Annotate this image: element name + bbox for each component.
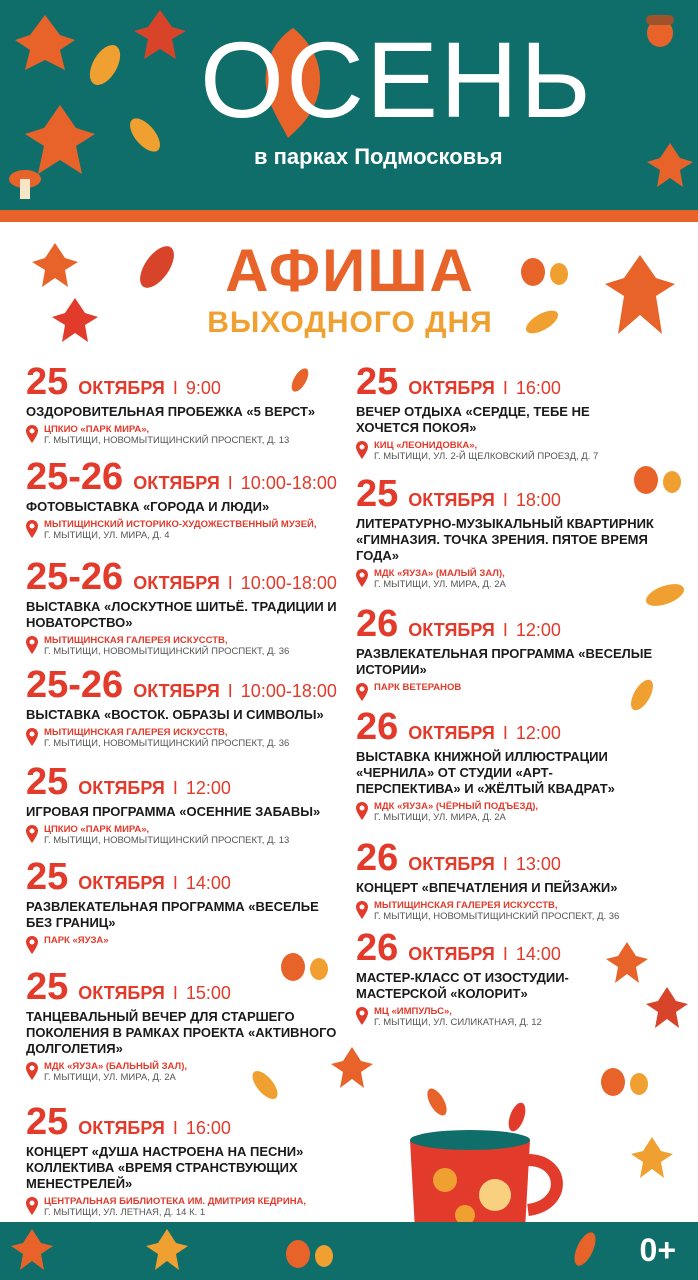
event-item (356, 707, 656, 823)
event-item (26, 457, 337, 541)
event-address: Г. МЫТИЩИ, УЛ. 2-Й ЩЕЛКОВСКИЙ ПРОЕЗД, Д. 7 (374, 451, 599, 462)
event-address: Г. МЫТИЩИ, УЛ. МИРА, Д. 2А (44, 1072, 176, 1083)
event-time: 9:00 (185, 378, 221, 398)
event-title: ВЫСТАВКА «ЛОСКУТНОЕ ШИТЬЁ. ТРАДИЦИИ И НОВАТОРСТВО» (26, 599, 337, 630)
header-banner (0, 0, 698, 210)
leaf-icon (565, 1227, 605, 1272)
event-day: 25-26 (26, 664, 124, 706)
leaf-icon (600, 250, 680, 340)
event-time: 12:00 (515, 723, 561, 743)
location-pin-icon (356, 802, 368, 820)
event-day: 25-26 (26, 456, 124, 498)
event-location (356, 568, 656, 590)
event-item (26, 557, 341, 657)
event-day: 25 (26, 361, 69, 403)
event-title: ВЫСТАВКА «ВОСТОК. ОБРАЗЫ И СИМВОЛЫ» (26, 707, 324, 722)
event-venue: МЫТИЩИНСКАЯ ГАЛЕРЕЯ ИСКУССТВ, (374, 900, 558, 911)
event-item (26, 857, 341, 954)
event-month: ОКТЯБРЯ (408, 854, 495, 874)
leaf-icon (630, 1135, 675, 1180)
mushroom-icon (5, 165, 45, 205)
leaf-icon (80, 40, 130, 90)
poster-title: АФИША (225, 237, 475, 304)
event-item (26, 762, 320, 846)
event-address: Г. МЫТИЩИ, УЛ. ЛЕТНАЯ, Д. 14 К. 1 (44, 1207, 206, 1218)
header-divider (0, 210, 698, 222)
event-date (356, 838, 619, 878)
separator: I (502, 944, 508, 964)
event-location (356, 900, 619, 922)
event-date (26, 457, 337, 497)
brand-word: ОСЕНЬ (200, 19, 593, 140)
separator: I (227, 473, 233, 493)
location-pin-icon (356, 1007, 368, 1025)
event-month: ОКТЯБРЯ (78, 1118, 165, 1138)
event-time: 14:00 (515, 944, 561, 964)
event-month: ОКТЯБРЯ (408, 944, 495, 964)
event-title: МАСТЕР-КЛАСС ОТ ИЗОСТУДИИ-МАСТЕРСКОЙ «КОЛОРИТ» (356, 970, 569, 1001)
event-title: ЛИТЕРАТУРНО-МУЗЫКАЛЬНЫЙ КВАРТИРНИК «ГИМНАЗИЯ. ТОЧКА ЗРЕНИЯ. ПЯТОЕ ВРЕМЯ ГОДА» (356, 516, 654, 563)
event-location (26, 424, 315, 446)
event-time: 16:00 (515, 378, 561, 398)
event-date (26, 362, 315, 402)
leaf-icon (10, 1227, 55, 1272)
event-date (26, 557, 341, 597)
leaf-icon (30, 240, 80, 290)
event-title: РАЗВЛЕКАТЕЛЬНАЯ ПРОГРАММА «ВЕСЕЛЫЕ ИСТОРИИ» (356, 646, 653, 677)
event-address: Г. МЫТИЩИ, НОВОМЫТИЩИНСКИЙ ПРОСПЕКТ, Д. 13 (44, 435, 290, 446)
event-address: Г. МЫТИЩИ, НОВОМЫТИЩИНСКИЙ ПРОСПЕКТ, Д. 36 (374, 911, 620, 922)
separator: I (227, 681, 233, 701)
separator: I (172, 378, 178, 398)
event-location (26, 727, 337, 749)
leaf-icon (130, 240, 185, 295)
event-time: 12:00 (185, 778, 231, 798)
event-day: 25 (356, 361, 399, 403)
event-venue: ЦПКИО «ПАРК МИРА», (44, 424, 150, 435)
event-location (26, 1196, 341, 1218)
location-pin-icon (26, 425, 38, 443)
acorn-icon (595, 1060, 655, 1100)
location-pin-icon (26, 520, 38, 538)
brand-logo (200, 20, 670, 150)
location-pin-icon (356, 441, 368, 459)
event-month: ОКТЯБРЯ (408, 723, 495, 743)
acorn-icon (515, 250, 575, 290)
event-item (356, 362, 656, 462)
event-address: Г. МЫТИЩИ, УЛ. СИЛИКАТНАЯ, Д. 12 (374, 1017, 542, 1028)
leaf-icon (622, 675, 662, 715)
separator: I (172, 983, 178, 1003)
event-location (356, 440, 656, 462)
leaf-icon (640, 575, 690, 615)
event-address: Г. МЫТИЩИ, НОВОМЫТИЩИНСКИЙ ПРОСПЕКТ, Д. 36 (44, 738, 290, 749)
event-venue: МДК «ЯУЗА» (БАЛЬНЫЙ ЗАЛ), (44, 1061, 188, 1072)
event-month: ОКТЯБРЯ (408, 490, 495, 510)
event-item (356, 604, 656, 701)
leaf-icon (120, 110, 170, 160)
event-location (26, 519, 337, 541)
brand-subtitle: в парках Подмосковья (254, 144, 503, 169)
event-time: 10:00-18:00 (240, 573, 337, 593)
location-pin-icon (26, 1197, 38, 1215)
leaf-icon (330, 1045, 375, 1090)
event-title: ВЫСТАВКА КНИЖНОЙ ИЛЛЮСТРАЦИИ «ЧЕРНИЛА» ОТ СТУДИИ «АРТ-ПЕРСПЕКТИВА» И «ЖЁЛТЫЙ КВАДРАТ» (356, 749, 615, 796)
separator: I (227, 573, 233, 593)
event-venue: МДК «ЯУЗА» (ЧЁРНЫЙ ПОДЪЕЗД), (374, 801, 539, 812)
event-venue: МЫТИЩИНСКИЙ ИСТОРИКО-ХУДОЖЕСТВЕННЫЙ МУЗЕЙ, (44, 519, 317, 530)
event-location (26, 635, 341, 657)
mug-icon (400, 1120, 570, 1230)
event-location (26, 824, 320, 846)
event-day: 25-26 (26, 556, 124, 598)
event-item (26, 665, 337, 749)
leaf-icon (50, 295, 100, 345)
event-time: 14:00 (185, 873, 231, 893)
event-day: 25 (26, 966, 69, 1008)
separator: I (172, 1118, 178, 1138)
event-title: ВЕЧЕР ОТДЫХА «СЕРДЦЕ, ТЕБЕ НЕ ХОЧЕТСЯ ПОКОЯ» (356, 404, 590, 435)
event-title: ИГРОВАЯ ПРОГРАММА «ОСЕННИЕ ЗАБАВЫ» (26, 804, 321, 819)
leaf-icon (605, 940, 650, 985)
event-day: 25 (26, 856, 69, 898)
event-date (26, 762, 320, 802)
event-venue: КИЦ «ЛЕОНИДОВКА», (374, 440, 478, 451)
event-month: ОКТЯБРЯ (133, 573, 220, 593)
event-venue: МЦ «ИМПУЛЬС», (374, 1006, 452, 1017)
event-date (356, 707, 656, 747)
event-day: 26 (356, 603, 399, 645)
event-time: 12:00 (515, 620, 561, 640)
event-time: 16:00 (185, 1118, 231, 1138)
event-month: ОКТЯБРЯ (408, 378, 495, 398)
leaf-icon (645, 985, 690, 1030)
event-venue: ЦПКИО «ПАРК МИРА», (44, 824, 150, 835)
leaf-icon (145, 1227, 190, 1272)
event-date (26, 1102, 341, 1142)
acorn-icon (280, 1232, 340, 1272)
acorn-icon (628, 458, 688, 498)
event-item (356, 474, 656, 590)
separator: I (502, 854, 508, 874)
event-date (356, 604, 656, 644)
event-venue: ЦЕНТРАЛЬНАЯ БИБЛИОТЕКА ИМ. ДМИТРИЯ КЕДРИНА, (44, 1196, 307, 1207)
footer-bar (0, 1222, 698, 1280)
event-address: Г. МЫТИЩИ, УЛ. МИРА, Д. 2А (374, 812, 506, 823)
leaf-icon (285, 365, 315, 395)
event-title: ФОТОВЫСТАВКА «ГОРОДА И ЛЮДИ» (26, 499, 270, 514)
leaf-icon (520, 305, 565, 340)
leaf-icon (10, 10, 80, 80)
event-date (26, 665, 337, 705)
event-venue: МЫТИЩИНСКАЯ ГАЛЕРЕЯ ИСКУССТВ, (44, 635, 228, 646)
event-date (26, 857, 341, 897)
poster-subtitle: ВЫХОДНОГО ДНЯ (207, 306, 493, 339)
event-title: ОЗДОРОВИТЕЛЬНАЯ ПРОБЕЖКА «5 ВЕРСТ» (26, 404, 316, 419)
separator: I (502, 620, 508, 640)
event-day: 26 (356, 927, 399, 969)
event-day: 25 (26, 761, 69, 803)
event-month: ОКТЯБРЯ (133, 473, 220, 493)
location-pin-icon (26, 636, 38, 654)
event-month: ОКТЯБРЯ (408, 620, 495, 640)
separator: I (502, 723, 508, 743)
event-address: Г. МЫТИЩИ, НОВОМЫТИЩИНСКИЙ ПРОСПЕКТ, Д. 13 (44, 835, 290, 846)
event-location (356, 682, 656, 701)
event-day: 26 (356, 706, 399, 748)
leaf-icon (130, 5, 190, 65)
event-month: ОКТЯБРЯ (78, 983, 165, 1003)
event-time: 10:00-18:00 (240, 473, 337, 493)
leaf-icon (420, 1085, 455, 1120)
event-item (26, 1102, 341, 1218)
acorn-icon (275, 945, 335, 985)
location-pin-icon (26, 936, 38, 954)
event-item (26, 362, 315, 446)
event-location (356, 1006, 656, 1028)
event-venue: ПАРК «ЯУЗА» (44, 935, 109, 946)
event-address: Г. МЫТИЩИ, УЛ. МИРА, Д. 4 (44, 530, 170, 541)
event-day: 25 (356, 473, 399, 515)
location-pin-icon (356, 569, 368, 587)
event-month: ОКТЯБРЯ (78, 873, 165, 893)
event-venue: МДК «ЯУЗА» (МАЛЫЙ ЗАЛ), (374, 568, 505, 579)
event-day: 25 (26, 1101, 69, 1143)
event-title: РАЗВЛЕКАТЕЛЬНАЯ ПРОГРАММА «ВЕСЕЛЬЕ БЕЗ ГРАНИЦ» (26, 899, 319, 930)
event-address: Г. МЫТИЩИ, НОВОМЫТИЩИНСКИЙ ПРОСПЕКТ, Д. 36 (44, 646, 290, 657)
event-month: ОКТЯБРЯ (133, 681, 220, 701)
event-title: ТАНЦЕВАЛЬНЫЙ ВЕЧЕР ДЛЯ СТАРШЕГО ПОКОЛЕНИЯ В РАМКАХ ПРОЕКТА «АКТИВНОГО ДОЛГОЛЕТИЯ» (26, 1009, 337, 1056)
separator: I (172, 873, 178, 893)
event-day: 26 (356, 837, 399, 879)
event-time: 10:00-18:00 (240, 681, 337, 701)
location-pin-icon (356, 901, 368, 919)
event-month: ОКТЯБРЯ (78, 378, 165, 398)
location-pin-icon (26, 1062, 38, 1080)
location-pin-icon (26, 728, 38, 746)
separator: I (502, 490, 508, 510)
event-item (356, 838, 619, 922)
event-time: 18:00 (515, 490, 561, 510)
separator: I (172, 778, 178, 798)
event-address: Г. МЫТИЩИ, УЛ. МИРА, Д. 2А (374, 579, 506, 590)
age-rating: 0+ (639, 1232, 676, 1268)
event-time: 15:00 (185, 983, 231, 1003)
event-time: 13:00 (515, 854, 561, 874)
event-date (356, 474, 656, 514)
event-title: КОНЦЕРТ «ДУША НАСТРОЕНА НА ПЕСНИ» КОЛЛЕКТИВА «ВРЕМЯ СТРАНСТВУЮЩИХ МЕНЕСТРЕЛЕЙ» (26, 1144, 304, 1191)
event-date (356, 362, 656, 402)
event-venue: МЫТИЩИНСКАЯ ГАЛЕРЕЯ ИСКУССТВ, (44, 727, 228, 738)
leaf-icon (245, 1065, 285, 1105)
location-pin-icon (356, 683, 368, 701)
event-title: КОНЦЕРТ «ВПЕЧАТЛЕНИЯ И ПЕЙЗАЖИ» (356, 880, 618, 895)
event-location (26, 1061, 341, 1083)
event-month: ОКТЯБРЯ (78, 778, 165, 798)
event-venue: ПАРК ВЕТЕРАНОВ (374, 682, 462, 693)
location-pin-icon (26, 825, 38, 843)
event-location (356, 801, 656, 823)
separator: I (502, 378, 508, 398)
